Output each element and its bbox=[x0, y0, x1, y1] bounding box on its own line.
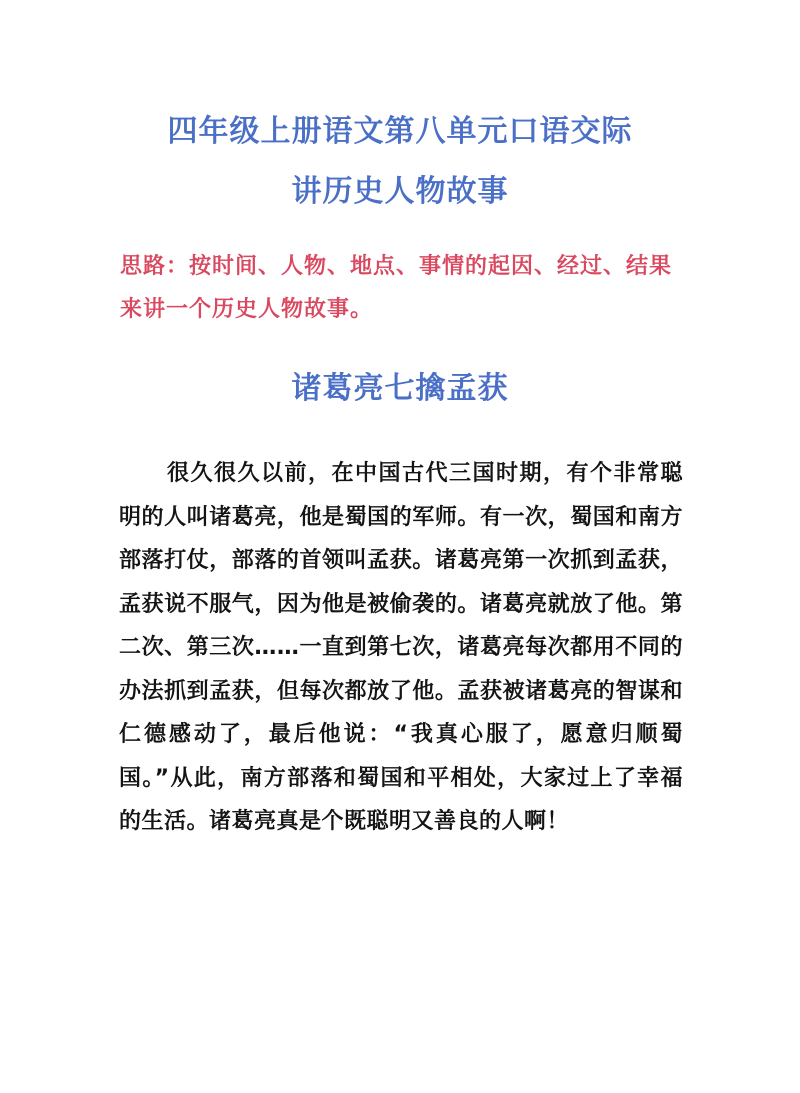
story-title: 诸葛亮七擒孟获 bbox=[291, 371, 509, 406]
document-title bbox=[0, 102, 800, 222]
approach-hint: 思路：按时间、人物、地点、事情的起因、经过、结果来讲一个历史人物故事。 bbox=[120, 254, 673, 322]
title-line-2: 讲历史人物故事 bbox=[291, 174, 509, 209]
story-body: 很久很久以前，在中国古代三国时期，有个非常聪明的人叫诸葛亮，他是蜀国的军师。有一次，蜀国和南方部落打仗，部落的首领叫孟获。诸葛亮第一次抓到孟获，孟获说不服气，因为他是被偷袭的。诸葛亮就放了他。第二次、第三次……一直到第七次，诸葛亮每次都用不同的办法抓到孟获，但每次都放了他。孟获被诸葛亮的智谋和仁德感动了，最后他说：“我真心服了，愿意归顺蜀国。”从此，南方部落和蜀国和平相处，大家过上了幸福的生活。诸葛亮真是个既聪明又善良的人啊！ bbox=[119, 461, 683, 834]
title-line-1: 四年级上册语文第八单元口语交际 bbox=[167, 114, 633, 149]
